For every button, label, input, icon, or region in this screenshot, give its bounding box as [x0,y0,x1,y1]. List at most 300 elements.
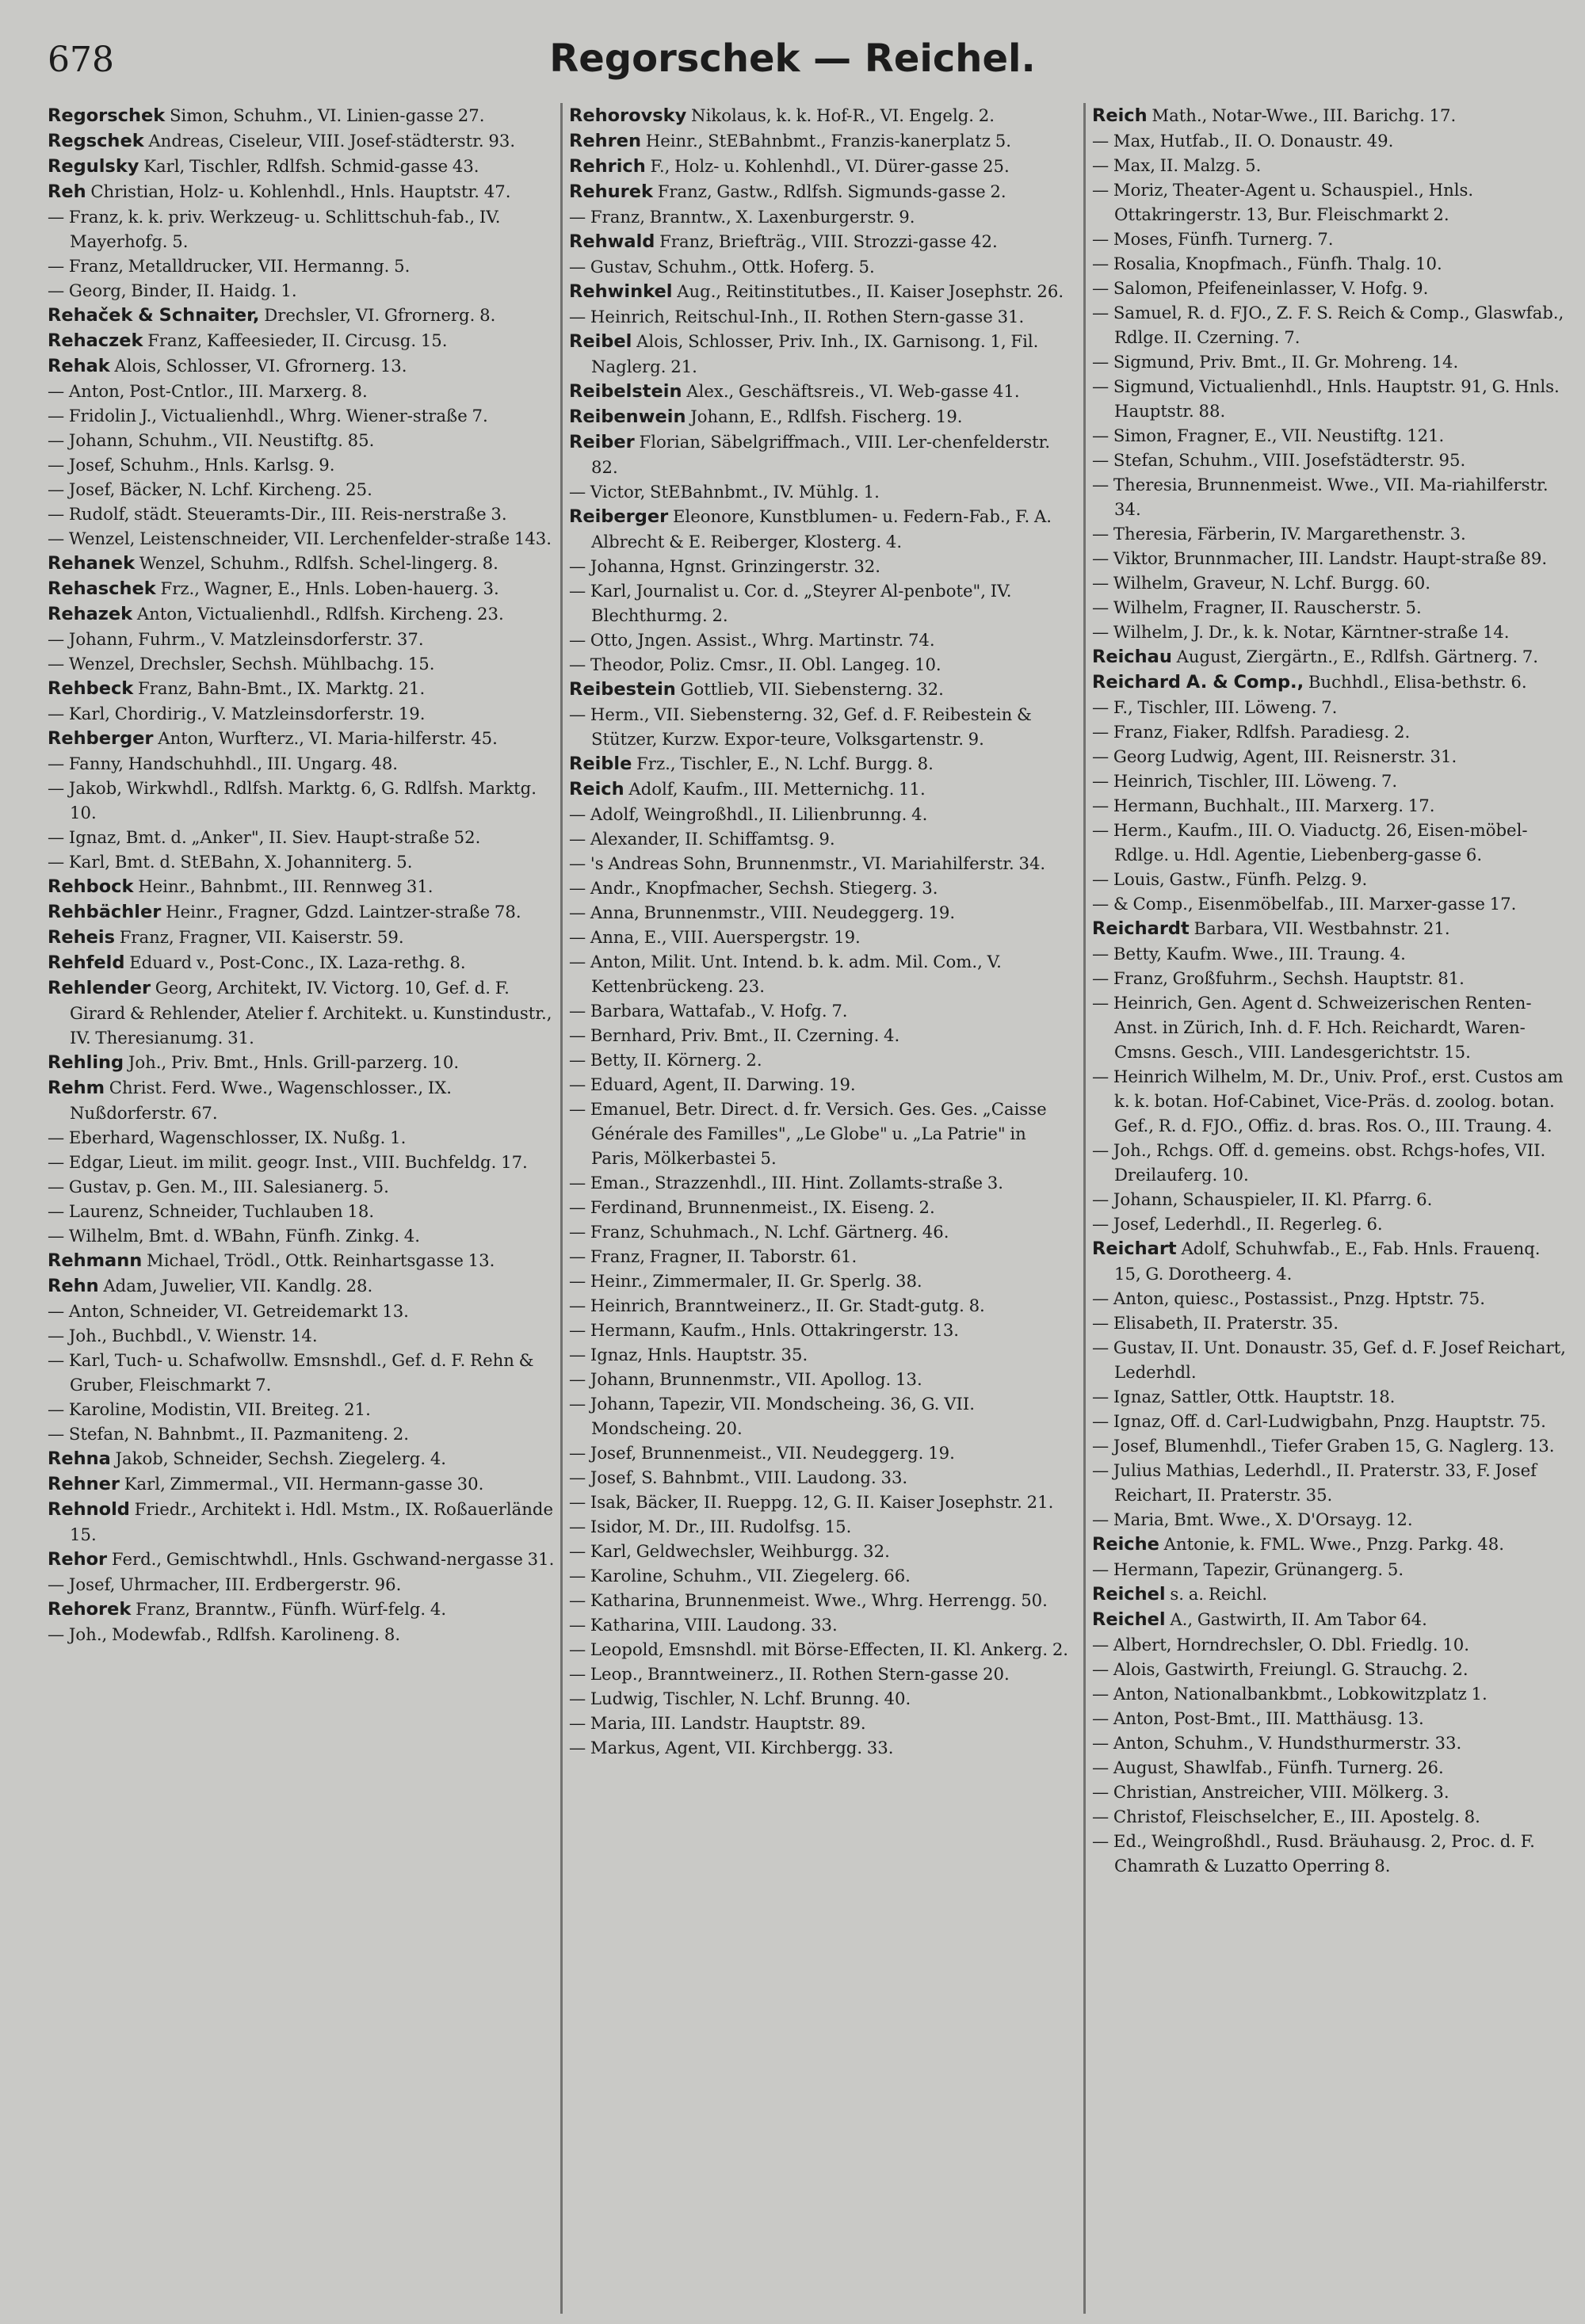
entry-text: — Max, II. Malzg. 5. [1092,155,1262,175]
directory-entry [48,1348,555,1397]
entry-text: — Anton, Schneider, VI. Getreidemarkt 13. [48,1301,409,1321]
directory-entry [1092,1557,1568,1582]
entry-text: Franz, Bahn-Bmt., IX. Marktg. 21. [133,678,426,698]
directory-entry [1092,1433,1568,1458]
entry-surname: Reich [1092,105,1148,126]
entry-text: — Samuel, R. d. FJO., Z. F. S. Reich & Comp., Glaswfab., Rdlge. II. Czerning. 7. [1092,303,1564,347]
directory-entry [569,1318,1078,1342]
entry-text: — Gustav, II. Unt. Donaustr. 35, Gef. d. F. Josef Reichart, Lederhdl. [1092,1338,1566,1382]
directory-entry [569,876,1078,900]
entry-surname: Reheis [48,927,115,948]
entry-surname: Reichard A. & Comp., [1092,672,1304,693]
entry-text: Ferd., Gemischtwhdl., Hnls. Gschwand-nergasse 31. [107,1549,555,1569]
entry-text: — Ferdinand, Brunnenmeist., IX. Eiseng. 2. [569,1197,935,1217]
column-divider [560,103,563,2314]
entry-surname: Rehfeld [48,952,125,973]
entry-text: — Josef, S. Bahnbmt., VIII. Laudong. 33. [569,1467,908,1487]
entry-surname: Reichel [1092,1584,1166,1605]
entry-text: — Anton, Post-Cntlor., III. Marxerg. 8. [48,381,368,401]
entry-surname: Regulsky [48,156,139,177]
directory-entry [48,379,555,403]
entry-text: — Sigmund, Priv. Bmt., II. Gr. Mohreng. 14. [1092,352,1459,372]
entry-text: — Theresia, Brunnenmeist. Wwe., VII. Ma-riahilferstr. 34. [1092,475,1549,519]
directory-entry [1092,916,1568,941]
entry-text: — Johann, Brunnenmstr., VII. Apollog. 13. [569,1369,922,1389]
entry-surname: Rehaczek [48,330,143,351]
entry-text: Antonie, k. FML. Wwe., Pnzg. Parkg. 48. [1159,1534,1504,1554]
directory-entry [569,1612,1078,1637]
entry-text: — Josef, Uhrmacher, III. Erdbergerstr. 96. [48,1574,402,1594]
directory-entry [1092,1532,1568,1557]
entry-surname: Rehak [48,356,110,376]
directory-entry [48,751,555,776]
entry-surname: Reichel [1092,1609,1166,1630]
directory-entry [569,1563,1078,1588]
directory-entry [1092,1409,1568,1433]
entry-text: — Viktor, Brunnmacher, III. Landstr. Haupt-straße 89. [1092,548,1548,568]
entry-text: — Anton, quiesc., Postassist., Pnzg. Hptstr. 75. [1092,1288,1486,1308]
entry-text: A., Gastwirth, II. Am Tabor 64. [1165,1609,1427,1629]
entry-text: — Franz, k. k. priv. Werkzeug- u. Schlittschuh-fab., IV. Mayerhofg. 5. [48,207,501,251]
running-title: Regorschek — Reichel. [549,36,1036,81]
entry-surname: Reibestein [569,679,676,700]
entry-text: — Wenzel, Drechsler, Sechsh. Mühlbachg. 15. [48,654,435,674]
directory-entry [1092,1657,1568,1681]
directory-entry [1092,521,1568,546]
directory-entry [569,1072,1078,1097]
entry-surname: Rehn [48,1276,99,1296]
entry-surname: Rehurek [569,181,653,202]
directory-entry [569,1170,1078,1195]
entry-text: — Wilhelm, Fragner, II. Rauscherstr. 5. [1092,597,1422,617]
directory-entry [1092,695,1568,719]
entry-text: Franz, Branntw., Fünfh. Würf-felg. 4. [131,1599,447,1619]
entry-text: — Wilhelm, Bmt. d. WBahn, Fünfh. Zinkg. 4. [48,1226,420,1246]
page-header [0,33,1585,97]
directory-entry [1092,744,1568,769]
entry-text: Michael, Trödl., Ottk. Reinhartsgasse 13. [142,1250,495,1270]
directory-entry [48,502,555,526]
entry-text: — Isak, Bäcker, II. Rueppg. 12, G. II. Kaiser Josephstr. 21. [569,1492,1054,1512]
entry-text: Heinr., Bahnbmt., III. Rennweg 31. [133,876,433,896]
entry-surname: Reibenwein [569,406,686,427]
entry-text: Joh., Priv. Bmt., Hnls. Grill-parzerg. 10. [124,1052,460,1072]
directory-entry [569,751,1078,777]
entry-text: — Franz, Schuhmach., N. Lchf. Gärtnerg. 46. [569,1222,949,1242]
entry-text: Jakob, Schneider, Sechsh. Ziegelerg. 4. [110,1448,447,1468]
entry-text: — Anton, Schuhm., V. Hundsthurmerstr. 33. [1092,1733,1462,1753]
entry-text: Adolf, Kaufm., III. Metternichg. 11. [624,779,926,799]
directory-entry [48,103,555,128]
directory-entry [1092,1335,1568,1384]
entry-text: — Rosalia, Knopfmach., Fünfh. Thalg. 10. [1092,254,1442,273]
directory-entry [1092,1829,1568,1878]
directory-entry [569,998,1078,1023]
entry-text: Alois, Schlosser, Priv. Inh., IX. Garnisong. 1, Fil. Naglerg. 21. [591,331,1039,376]
directory-entry [569,949,1078,998]
directory-entry [48,849,555,874]
directory-entry [48,899,555,925]
directory-entry [48,1446,555,1471]
directory-entry [569,329,1078,379]
entry-text: — Franz, Fiaker, Rdlfsh. Paradiesg. 2. [1092,722,1411,742]
directory-entry [569,1342,1078,1367]
page-number: 678 [48,40,114,80]
entry-text: Franz, Briefträg., VIII. Strozzi-gasse 42. [655,231,998,251]
entry-surname: Rehazek [48,604,133,624]
entry-text: — Betty, Kaufm. Wwe., III. Traung. 4. [1092,944,1406,964]
directory-entry [569,1023,1078,1048]
entry-text: Heinr., Fragner, Gdzd. Laintzer-straße 78. [161,902,521,922]
directory-entry [48,925,555,950]
entry-text: — Wilhelm, Graveur, N. Lchf. Burgg. 60. [1092,573,1430,593]
directory-entry [569,229,1078,254]
directory-entry [48,1397,555,1421]
directory-entry [1092,1064,1568,1138]
entry-text: — Moses, Fünfh. Turnerg. 7. [1092,229,1334,249]
entry-text: — Simon, Fragner, E., VII. Neustiftg. 121. [1092,425,1445,445]
column-divider [1083,103,1086,2314]
directory-entry [569,1711,1078,1735]
entry-text: — Maria, Bmt. Wwe., X. D'Orsayg. 12. [1092,1509,1413,1529]
directory-entry [569,1048,1078,1072]
directory-entry [48,278,555,303]
directory-entry [48,154,555,179]
entry-text: — Elisabeth, II. Praterstr. 35. [1092,1313,1339,1333]
entry-surname: Reiber [569,432,635,452]
directory-entry [569,1637,1078,1662]
directory-entry [569,851,1078,876]
entry-text: — Georg Ludwig, Agent, III. Reisnerstr. 31. [1092,746,1457,766]
entry-text: — Anna, Brunnenmstr., VIII. Neudeggerg. 19. [569,903,956,922]
entry-text: — Josef, Brunnenmeist., VII. Neudeggerg. 19. [569,1443,955,1463]
directory-entry [1092,276,1568,300]
directory-entry [48,601,555,627]
directory-entry [569,1244,1078,1269]
entry-text: — Johann, Schauspieler, II. Kl. Pfarrg. 6. [1092,1189,1433,1209]
entry-text: — Barbara, Wattafab., V. Hofg. 7. [569,1001,848,1021]
directory-entry [569,1293,1078,1318]
directory-entry [569,1391,1078,1441]
directory-entry [569,379,1078,404]
entry-text: — Andr., Knopfmacher, Sechsh. Stiegerg. 3. [569,878,938,898]
directory-entry [1092,1681,1568,1706]
entry-surname: Regschek [48,131,144,151]
entry-text: — Fridolin J., Victualienhdl., Whrg. Wiener-straße 7. [48,406,488,425]
entry-surname: Regorschek [48,105,166,126]
directory-entry [1092,1706,1568,1731]
entry-text: — Katharina, VIII. Laudong. 33. [569,1615,838,1635]
entry-text: Heinr., StEBahnbmt., Franzis-kanerplatz 5. [640,131,1011,151]
directory-entry [569,128,1078,154]
directory-entry [1092,1780,1568,1804]
entry-text: — Moriz, Theater-Agent u. Schauspiel., Hnls. Ottakringerstr. 13, Bur. Fleischmarkt 2. [1092,180,1474,224]
entry-surname: Rehor [48,1549,108,1570]
directory-entry [48,1497,555,1547]
directory-entry [48,1150,555,1174]
entry-text: Florian, Säbelgriffmach., VIII. Ler-chenfelderstr. 82. [591,432,1051,477]
directory-entry [48,254,555,278]
directory-entry [48,825,555,849]
entry-text: — Eberhard, Wagenschlosser, IX. Nußg. 1. [48,1128,407,1147]
directory-entry [1092,644,1568,670]
directory-entry [569,1662,1078,1686]
directory-entry [1092,349,1568,374]
entry-text: — Emanuel, Betr. Direct. d. fr. Versich. Ges. Ges. „Caisse Générale des Familles", „Le Globe" u. „La Patrie" in Paris, Mölkerbastei 5. [569,1099,1047,1168]
entry-text: Barbara, VII. Westbahnstr. 21. [1189,918,1450,938]
directory-entry [48,1174,555,1199]
entry-text: Frz., Tischler, E., N. Lchf. Burgg. 8. [632,754,934,773]
directory-entry [569,103,1078,128]
directory-entry [1092,448,1568,472]
directory-entry [48,1248,555,1273]
entry-text: — Wenzel, Leistenschneider, VII. Lerchenfelder-straße 143. [48,529,552,548]
directory-entry [569,1686,1078,1711]
directory-entry [48,452,555,477]
entry-surname: Rehaček & Schnaiter, [48,305,260,326]
entry-text: — Hermann, Tapezir, Grünangerg. 5. [1092,1559,1404,1579]
directory-entry [1092,1632,1568,1657]
entry-text: Alex., Geschäftsreis., VI. Web-gasse 41. [682,381,1020,401]
entry-text: — Anna, E., VIII. Auerspergstr. 19. [569,927,861,947]
entry-text: — Ed., Weingroßhdl., Rusd. Bräuhausg. 2, Proc. d. F. Chamrath & Luzatto Operring 8. [1092,1831,1535,1876]
directory-entry [48,1471,555,1497]
directory-entry [48,776,555,825]
directory-entry [48,353,555,379]
entry-text: — Laurenz, Schneider, Tuchlauben 18. [48,1201,375,1221]
directory-entry [48,1125,555,1150]
directory-entry [1092,793,1568,818]
entry-text: Christian, Holz- u. Kohlenhdl., Hnls. Hauptstr. 47. [86,181,511,201]
directory-entry [1092,769,1568,793]
directory-entry [48,576,555,601]
entry-text: — Eman., Strazzenhdl., III. Hint. Zollamts-straße 3. [569,1173,1003,1193]
entry-text: Eleonore, Kunstblumen- u. Federn-Fab., F. A. Albrecht & E. Reiberger, Klosterg. 4. [591,506,1052,551]
directory-entry [1092,251,1568,276]
entry-text: — Josef, Bäcker, N. Lchf. Kircheng. 25. [48,479,372,499]
directory-entry [1092,1607,1568,1632]
directory-entry [1092,891,1568,916]
entry-text: — Victor, StEBahnbmt., IV. Mühlg. 1. [569,482,880,502]
entry-surname: Rehwald [569,231,655,252]
entry-text: — Johann, Schuhm., VII. Neustiftg. 85. [48,430,375,450]
entry-text: Anton, Wurfterz., VI. Maria-hilferstr. 45. [153,728,498,748]
entry-text: — Theodor, Poliz. Cmsr., II. Obl. Langeg. 10. [569,654,941,674]
directory-entry [1092,818,1568,867]
directory-entry [569,1588,1078,1612]
directory-entry [569,628,1078,652]
entry-text: — Anton, Nationalbankbmt., Lobkowitzplatz 1. [1092,1684,1488,1704]
entry-text: Franz, Fragner, VII. Kaiserstr. 59. [114,927,404,947]
entry-text: — Salomon, Pfeifeneinlasser, V. Hofg. 9. [1092,278,1429,298]
entry-text: Karl, Tischler, Rdlfsh. Schmid-gasse 43. [139,156,479,176]
entry-surname: Reichau [1092,647,1172,667]
entry-text: Drechsler, VI. Gfrornerg. 8. [259,305,496,325]
directory-entry [569,1097,1078,1170]
entry-text: — Stefan, Schuhm., VIII. Josefstädterstr. 95. [1092,450,1466,470]
directory-entry [48,676,555,701]
entry-text: — Betty, II. Körnerg. 2. [569,1050,762,1070]
directory-entry [1092,595,1568,620]
directory-entry [1092,719,1568,744]
entry-text: — Herm., Kaufm., III. O. Viaductg. 26, Eisen-möbel-Rdlge. u. Hdl. Agentie, Liebenberg-gasse 6. [1092,820,1528,864]
directory-entry [569,279,1078,304]
directory-entry [48,651,555,676]
entry-text: — Heinrich, Tischler, III. Löweng. 7. [1092,771,1398,791]
entry-text: Eduard v., Post-Conc., IX. Laza-rethg. 8. [124,952,466,972]
directory-entry [569,1514,1078,1539]
entry-text: — Alois, Gastwirth, Freiungl. G. Strauchg. 2. [1092,1659,1469,1679]
directory-entry [48,526,555,551]
entry-surname: Rehm [48,1078,105,1098]
directory-entry [569,1219,1078,1244]
entry-text: — Wilhelm, J. Dr., k. k. Notar, Kärntner-straße 14. [1092,622,1510,642]
directory-entry [569,429,1078,479]
entry-text: Adam, Juwelier, VII. Kandlg. 28. [98,1276,373,1296]
entry-surname: Reich [569,779,624,799]
entry-text: — Ignaz, Sattler, Ottk. Hauptstr. 18. [1092,1387,1396,1406]
directory-entry [1092,1731,1568,1755]
entry-text: — Maria, III. Landstr. Hauptstr. 89. [569,1713,866,1733]
directory-entry [48,950,555,975]
directory-entry [48,975,555,1050]
entry-text: — Joh., Buchbdl., V. Wienstr. 14. [48,1326,318,1345]
entry-surname: Rehnold [48,1499,130,1520]
entry-surname: Reibelstein [569,381,682,402]
directory-entry [1092,1582,1568,1607]
directory-entry [569,802,1078,826]
entry-text: — 's Andreas Sohn, Brunnenmstr., VI. Mariahilferstr. 34. [569,853,1046,873]
entry-text: — Louis, Gastw., Fünfh. Pelzg. 9. [1092,869,1368,889]
entry-text: — Franz, Fragner, II. Taborstr. 61. [569,1246,857,1266]
directory-entry [1092,546,1568,571]
directory-entry [48,328,555,353]
directory-entry [48,477,555,502]
column-right [1092,103,1568,2314]
directory-entry [569,777,1078,802]
entry-text: Franz, Kaffeesieder, II. Circusg. 15. [143,330,448,350]
directory-entry [569,154,1078,179]
entry-surname: Rehren [569,131,641,151]
entry-text: Johann, E., Rdlfsh. Fischerg. 19. [686,406,963,426]
directory-entry [48,204,555,254]
directory-entry [569,1367,1078,1391]
entry-surname: Reibel [569,331,632,352]
entry-text: Simon, Schuhm., VI. Linien-gasse 27. [165,105,485,125]
entry-surname: Rehorovsky [569,105,687,126]
entry-text: Frz., Wagner, E., Hnls. Loben-hauerg. 3. [155,578,499,598]
directory-entry [569,900,1078,925]
entry-surname: Rehaschek [48,578,156,599]
entry-text: Franz, Gastw., Rdlfsh. Sigmunds-gasse 2. [652,181,1006,201]
entry-text: Andreas, Ciseleur, VIII. Josef-städterstr. 93. [143,131,516,151]
entry-surname: Reichardt [1092,918,1190,939]
entry-text: F., Holz- u. Kohlenhdl., VI. Dürer-gasse 25. [645,156,1010,176]
entry-text: — Eduard, Agent, II. Darwing. 19. [569,1074,856,1094]
entry-text: — Leopold, Emsnshdl. mit Börse-Effecten, II. Kl. Ankerg. 2. [569,1639,1069,1659]
directory-entry [48,1622,555,1647]
entry-surname: Reichart [1092,1238,1177,1259]
directory-entry [48,1299,555,1323]
entry-surname: Reiberger [569,506,669,527]
directory-entry [569,826,1078,851]
entry-text: Nikolaus, k. k. Hof-R., VI. Engelg. 2. [686,105,995,125]
entry-text: — Gustav, p. Gen. M., III. Salesianerg. 5. [48,1177,389,1196]
directory-entry [1092,103,1568,128]
entry-text: — Herm., VII. Siebensterng. 32, Gef. d. F. Reibestein & Stützer, Kurzw. Expor-teure, Volksgartenstr. 9. [569,704,1032,749]
directory-entry [48,701,555,726]
entry-surname: Rehmann [48,1250,143,1271]
directory-entry [1092,1755,1568,1780]
entry-text: — Christian, Anstreicher, VIII. Mölkerg. 3. [1092,1782,1449,1802]
directory-entry [569,204,1078,229]
directory-entry [569,1465,1078,1490]
directory-entry [569,652,1078,677]
directory-entry [1092,153,1568,177]
directory-entry [1092,227,1568,251]
entry-text: Adolf, Schuhwfab., E., Fab. Hnls. Frauenq. 15, G. Dorotheerg. 4. [1114,1238,1541,1284]
entry-text: — Hermann, Kaufm., Hnls. Ottakringerstr. 13. [569,1320,960,1340]
entry-text: — Hermann, Buchhalt., III. Marxerg. 17. [1092,796,1435,815]
directory-entry [48,403,555,428]
entry-text: — Franz, Großfuhrm., Sechsh. Hauptstr. 81. [1092,968,1465,988]
entry-text: — Heinrich, Branntweinerz., II. Gr. Stadt-gutg. 8. [569,1296,985,1315]
entry-surname: Rehberger [48,728,154,749]
entry-surname: Rehanek [48,553,136,574]
directory-entry [1092,966,1568,990]
entry-text: — Edgar, Lieut. im milit. geogr. Inst., VIII. Buchfeldg. 17. [48,1152,528,1172]
entry-text: — Christof, Fleischselcher, E., III. Apostelg. 8. [1092,1807,1480,1826]
entry-surname: Rehbeck [48,678,134,699]
entry-text: Gottlieb, VII. Siebensterng. 32. [675,679,944,699]
directory-entry [1092,300,1568,349]
directory-entry [1092,670,1568,695]
directory-entry [1092,128,1568,153]
directory-entry [1092,1458,1568,1507]
entry-text: — Julius Mathias, Lederhdl., II. Praterstr. 33, F. Josef Reichart, II. Praterstr. 35. [1092,1460,1537,1505]
entry-text: — Stefan, N. Bahnbmt., II. Pazmaniteng. 2. [48,1424,409,1444]
entry-text: — Fanny, Handschuhhdl., III. Ungarg. 48. [48,754,399,773]
directory-entry [569,702,1078,751]
directory-entry [48,551,555,576]
entry-text: — Adolf, Weingroßhdl., II. Lilienbrunng. 4. [569,804,928,824]
directory-entry [48,1572,555,1597]
directory-entry [1092,1212,1568,1236]
entry-text: — Bernhard, Priv. Bmt., II. Czerning. 4. [569,1025,900,1045]
entry-text: — Joh., Rchgs. Off. d. gemeins. obst. Rchgs-hofes, VII. Dreilauferg. 10. [1092,1140,1546,1185]
entry-surname: Rehwinkel [569,281,673,302]
entry-text: — Markus, Agent, VII. Kirchbergg. 33. [569,1738,894,1757]
entry-text: — Johanna, Hgnst. Grinzingerstr. 32. [569,556,881,576]
directory-entry [48,1075,555,1125]
directory-entry [1092,1187,1568,1212]
entry-text: — Heinrich Wilhelm, M. Dr., Univ. Prof., erst. Custos am k. k. botan. Hof-Cabinet, Vice-Präs. d. zoolog. botan. Gef., R. d. FJO., Offiz. d. bras. Ros. O., III. Traung. 4. [1092,1067,1564,1135]
directory-entry [569,254,1078,279]
entry-text: Christ. Ferd. Wwe., Wagenschlosser., IX. Nußdorferstr. 67. [70,1078,453,1123]
directory-entry [569,554,1078,578]
directory-entry [569,1441,1078,1465]
directory-entry [569,925,1078,949]
entry-surname: Rehlender [48,978,151,998]
entry-text: — & Comp., Eisenmöbelfab., III. Marxer-gasse 17. [1092,894,1517,914]
directory-entry [48,1547,555,1572]
directory-entry [48,1223,555,1248]
entry-surname: Rehbächler [48,902,162,922]
entry-text: — Heinrich, Gen. Agent d. Schweizerischen Renten-Anst. in Zürich, Inh. d. F. Hch. Reichardt, Waren-Cmsns. Gesch., VIII. Landesgerichtstr. 15. [1092,993,1532,1062]
entry-text: — Karl, Journalist u. Cor. d. „Steyrer Al-penbote", IV. Blechthurmg. 2. [569,581,1012,625]
entry-text: s. a. Reichl. [1165,1584,1268,1604]
entry-text: — Otto, Jngen. Assist., Whrg. Martinstr. 74. [569,630,935,650]
